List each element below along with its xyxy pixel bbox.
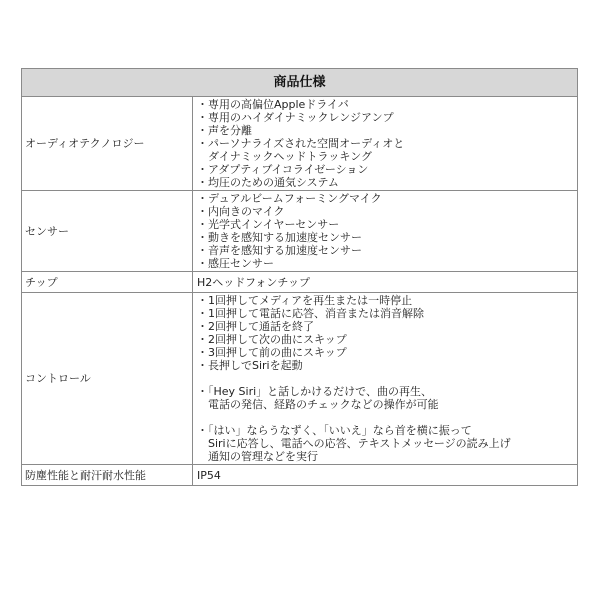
- spec-line: ・アダプティブイコライゼーション: [197, 163, 369, 176]
- spec-line: ・パーソナライズされた空間オーディオと: [197, 137, 405, 150]
- table-row-water-resistance: [22, 465, 578, 486]
- spec-line: H2ヘッドフォンチップ: [197, 275, 311, 289]
- spacer: [197, 411, 573, 424]
- row-value-audio: [193, 97, 578, 191]
- spec-line: ・3回押して前の曲にスキップ: [197, 346, 347, 359]
- spec-line: 通知の管理などを実行: [197, 450, 318, 463]
- spec-line: ・1回押してメディアを再生または一時停止: [197, 294, 413, 307]
- table-title: 商品仕様: [22, 69, 578, 97]
- table-row-sensors: [22, 191, 578, 272]
- spec-line: ・音声を感知する加速度センサー: [197, 244, 362, 257]
- spec-line: ・「はい」ならうなずく、「いいえ」なら首を横に振って: [197, 424, 472, 437]
- spec-line: ・2回押して次の曲にスキップ: [197, 333, 347, 346]
- row-label-controls: コントロール: [22, 293, 193, 465]
- spec-line: ・感圧センサー: [197, 257, 274, 270]
- row-label-chip: チップ: [22, 272, 193, 293]
- spec-line: ・デュアルビームフォーミングマイク: [197, 192, 382, 205]
- table-row-audio: [22, 97, 578, 191]
- spec-line: Siriに応答し、電話への応答、テキストメッセージの読み上げ: [197, 437, 511, 450]
- spec-line: ・動きを感知する加速度センサー: [197, 231, 362, 244]
- spec-line: ・内向きのマイク: [197, 205, 285, 218]
- spec-line: ・専用の高偏位Appleドライバ: [197, 98, 349, 111]
- spec-line: IP54: [197, 468, 221, 482]
- spec-line: 電話の発信、経路のチェックなどの操作が可能: [197, 398, 439, 411]
- row-value-chip: [193, 272, 578, 293]
- spec-line: ダイナミックヘッドトラッキング: [197, 150, 373, 163]
- table-header-row: [22, 69, 578, 97]
- spec-line: ・1回押して電話に応答、消音または消音解除: [197, 307, 424, 320]
- spec-table: [21, 68, 578, 486]
- row-value-water-resistance: [193, 465, 578, 486]
- spec-line: ・「Hey Siri」と話しかけるだけで、曲の再生、: [197, 385, 432, 398]
- spec-line: ・均圧のための通気システム: [197, 176, 339, 189]
- row-label-water-resistance: 防塵性能と耐汗耐水性能: [22, 465, 193, 486]
- spacer: [197, 372, 573, 385]
- table-row-chip: [22, 272, 578, 293]
- spec-line: ・声を分離: [197, 124, 252, 137]
- spec-line: ・光学式インイヤーセンサー: [197, 218, 340, 231]
- row-label-audio: オーディオテクノロジー: [22, 97, 193, 191]
- row-label-sensors: センサー: [22, 191, 193, 272]
- spec-line: ・長押しでSiriを起動: [197, 359, 303, 372]
- spec-line: ・2回押して通話を終了: [197, 320, 314, 333]
- spec-line: ・専用のハイダイナミックレンジアンプ: [197, 111, 394, 124]
- table-row-controls: [22, 293, 578, 465]
- row-value-sensors: [193, 191, 578, 272]
- row-value-controls: [193, 293, 578, 465]
